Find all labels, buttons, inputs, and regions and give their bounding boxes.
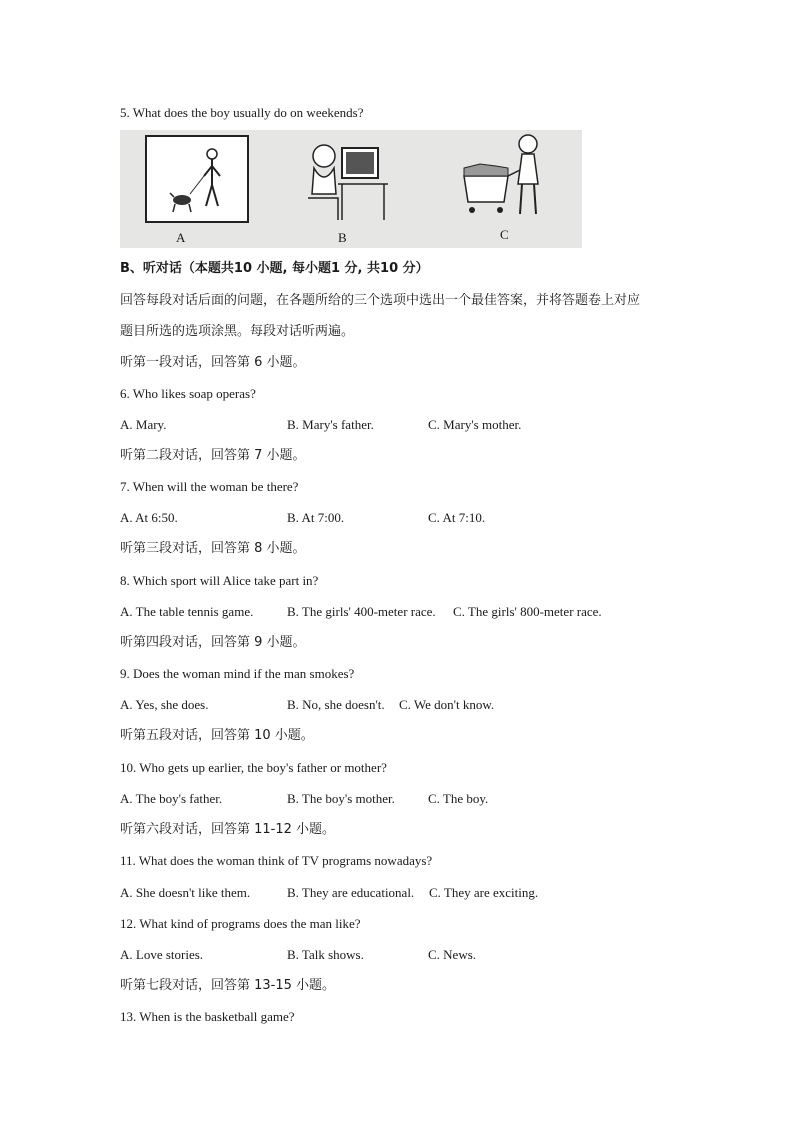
option-c: C. Mary's mother. xyxy=(428,417,522,432)
section-b-title: B、听对话（本题共10 小题, 每小题1 分, 共10 分） xyxy=(120,261,429,276)
question-text: 12. What kind of programs does the man like? xyxy=(120,916,361,931)
option-c: C. The boy. xyxy=(428,791,489,806)
picture-b-computer xyxy=(298,136,408,246)
option-c: C. We don't know. xyxy=(399,697,495,712)
dialogue-instruction: 听第六段对话，回答第 11-12 小题。 xyxy=(120,822,336,837)
question-text: 7. When will the woman be there? xyxy=(120,479,299,494)
option-a: A. She doesn't like them. xyxy=(120,885,251,900)
question-text: 9. Does the woman mind if the man smokes? xyxy=(120,666,355,681)
option-b: B. At 7:00. xyxy=(287,510,345,525)
option-a: A. At 6:50. xyxy=(120,510,178,525)
question-text: 11. What does the woman think of TV programs nowadays? xyxy=(120,853,433,868)
dialogue-instruction: 听第七段对话，回答第 13-15 小题。 xyxy=(120,978,336,993)
option-c: C. The girls' 800-meter race. xyxy=(453,604,602,619)
picture-label-c: C xyxy=(500,227,509,242)
option-a: A. The boy's father. xyxy=(120,791,223,806)
dialogue-instruction: 听第三段对话，回答第 8 小题。 xyxy=(120,541,306,556)
question-5: 5. What does the boy usually do on weekends? xyxy=(120,105,364,120)
picture-label-b: B xyxy=(338,230,347,245)
question-5-picture-strip xyxy=(120,130,582,248)
question-text: 6. Who likes soap operas? xyxy=(120,386,256,401)
dialogue-instruction: 听第一段对话，回答第 6 小题。 xyxy=(120,355,306,370)
option-c: C. At 7:10. xyxy=(428,510,486,525)
section-b-instruction-line-2: 题目所选的选项涂黑。每段对话听两遍。 xyxy=(120,324,355,339)
option-b: B. No, she doesn't. xyxy=(287,697,385,712)
option-a: A. Yes, she does. xyxy=(120,697,209,712)
option-b: B. Mary's father. xyxy=(287,417,374,432)
dialogue-instruction: 听第五段对话，回答第 10 小题。 xyxy=(120,728,314,743)
option-a: A. Love stories. xyxy=(120,947,204,962)
question-text: 8. Which sport will Alice take part in? xyxy=(120,573,319,588)
dialogue-instruction: 听第四段对话，回答第 9 小题。 xyxy=(120,635,306,650)
dialogue-instruction: 听第二段对话，回答第 7 小题。 xyxy=(120,448,306,463)
option-b: B. They are educational. xyxy=(287,885,415,900)
option-a: A. The table tennis game. xyxy=(120,604,254,619)
picture-c-shopping-cart xyxy=(450,130,560,240)
picture-label-a: A xyxy=(176,230,186,245)
option-b: B. Talk shows. xyxy=(287,947,364,962)
option-a: A. Mary. xyxy=(120,417,167,432)
option-b: B. The boy's mother. xyxy=(287,791,395,806)
question-text: 13. When is the basketball game? xyxy=(120,1009,295,1024)
option-c: C. News. xyxy=(428,947,477,962)
section-b-instruction-line-1: 回答每段对话后面的问题，在各题所给的三个选项中选出一个最佳答案，并将答题卷上对应 xyxy=(120,293,641,308)
option-b: B. The girls' 400-meter race. xyxy=(287,604,436,619)
option-c: C. They are exciting. xyxy=(429,885,539,900)
question-text: 10. Who gets up earlier, the boy's father or mother? xyxy=(120,760,387,775)
